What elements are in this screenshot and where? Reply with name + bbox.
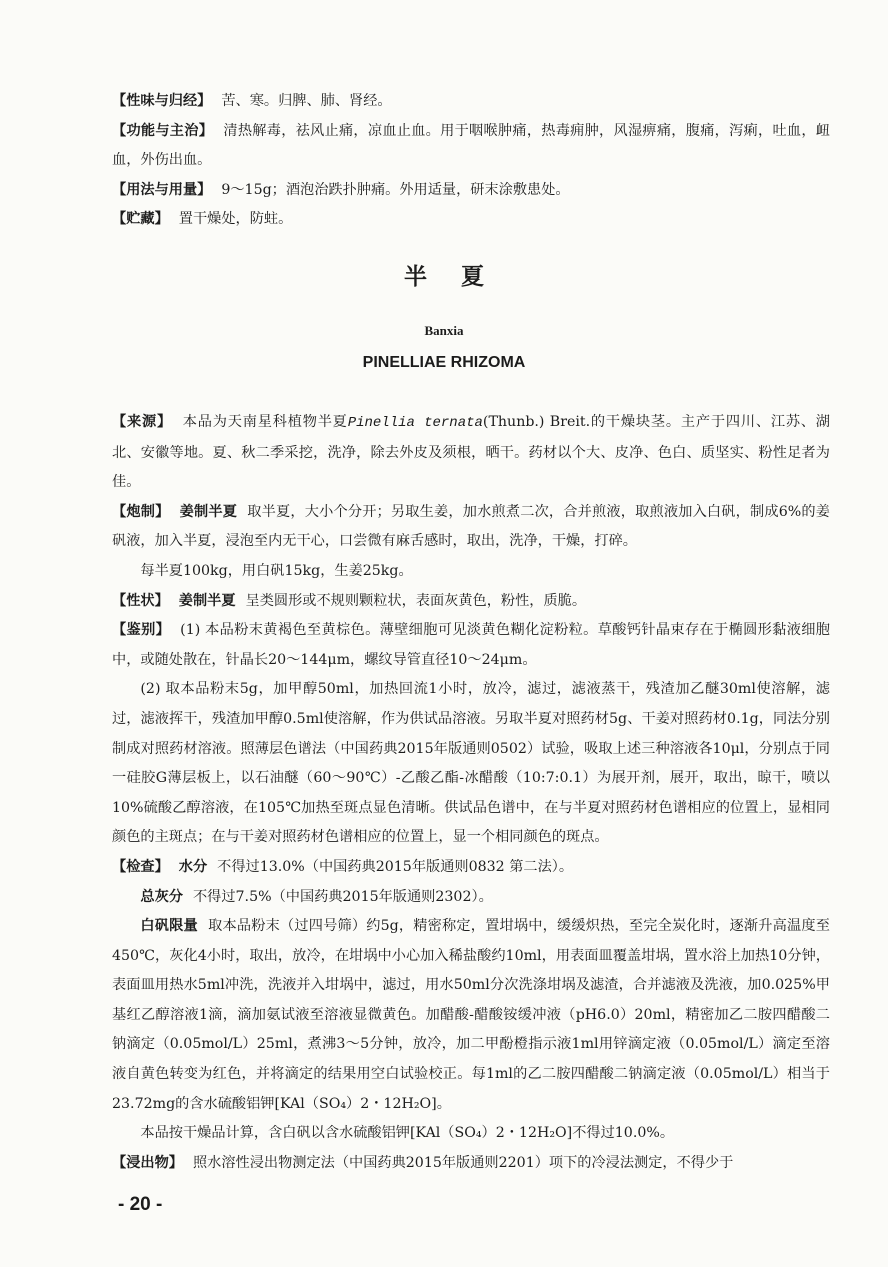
alum-limit-para bbox=[112, 912, 830, 1119]
identification-para-1 bbox=[112, 616, 830, 675]
characters-para bbox=[112, 587, 830, 617]
identification-para-2: (2) 取本品粉末5g，加甲醇50ml，加热回流1小时，放冷，滤过，滤液蒸干，残渣加乙醚30ml使溶解，滤过，滤液挥干，残渣加甲醇0.5ml使溶解，作为供试品溶液。另取半夏对照药材5g、干姜对照药材0.1g，同法分别制成对照药材溶液。照薄层色谱法（中国药典2015年版通则0502）试验，吸取上述三种溶液各10μl，分别点于同一硅胶G薄层板上，以石油醚（60～90℃）-乙酸乙酯-冰醋酸（10:7:0.1）为展开剂，展开，取出，晾干，喷以10%硫酸乙醇溶液，在105℃加热至斑点显色清晰。供试品色谱中，在与半夏对照药材色谱相应的位置上，显相同颜色的主斑点；在与干姜对照药材色谱相应的位置上，显一个相同颜色的斑点。 bbox=[112, 681, 830, 846]
source-para bbox=[112, 408, 830, 498]
storage-text: 置干燥处，防蛀。 bbox=[178, 211, 293, 228]
source-latin-name: Pinellia ternata bbox=[347, 415, 483, 431]
function-text: 清热解毒，祛风止痛，凉血止血。用于咽喉肿痛，热毒痈肿，风湿痹痛，腹痛，泻痢，吐血，衄血，外伤出血。 bbox=[112, 122, 830, 169]
function-para bbox=[112, 117, 830, 176]
page-number: - 20 - bbox=[118, 1194, 163, 1215]
moisture-label: 水分 bbox=[178, 858, 208, 875]
usage-label: 【用法与用量】 bbox=[112, 181, 212, 198]
extractives-text: 照水溶性浸出物测定法（中国药典2015年版通则2201）项下的冷浸法测定，不得少于 bbox=[192, 1154, 734, 1171]
processing-ratio-para: 每半夏100kg，用白矾15kg，生姜25kg。 bbox=[140, 562, 413, 579]
processing-text: 取半夏，大小个分开；另取生姜，加水煎煮二次，合并煎液，取煎液加入白矾，制成6%的姜矾液，加入半夏，浸泡至内无干心，口尝微有麻舌感时，取出，洗净，干燥，打碎。 bbox=[112, 503, 830, 550]
processing-subtitle: 姜制半夏 bbox=[179, 503, 238, 520]
monograph-title-pinyin: Banxia bbox=[424, 323, 464, 338]
nature-flavor-text: 苦、寒。归脾、肺、肾经。 bbox=[221, 93, 392, 109]
monograph-title-chinese: 半夏 bbox=[404, 264, 518, 290]
identification-label: 【鉴别】 bbox=[112, 622, 171, 639]
characters-text: 呈类圆形或不规则颗粒状，表面灰黄色，粉性，质脆。 bbox=[245, 592, 587, 609]
nature-flavor-para bbox=[112, 87, 830, 117]
storage-label: 【贮藏】 bbox=[112, 211, 169, 228]
monograph-body bbox=[112, 408, 830, 1178]
characters-label: 【性状】 bbox=[112, 592, 169, 609]
alum-limit-text: 取本品粉末（过四号筛）约5g，精密称定，置坩埚中，缓缓炽热，至完全炭化时，逐渐升高温度至450℃，灰化4小时，取出，放冷，在坩埚中小心加入稀盐酸约10ml，用表面皿覆盖坩埚，置水浴上加热10分钟，表面皿用热水5ml冲洗，洗液并入坩埚中，滤过，用水50ml分次洗涤坩埚及滤渣，合并滤液及洗液，加0.025%甲基红乙醇溶液1滴，滴加氨试液至溶液显微黄色。加醋酸-醋酸铵缓冲液（pH6.0）20ml，精密加乙二胺四醋酸二钠滴定（0.05mol/L）25ml，煮沸3～5分钟，放冷，加二甲酚橙指示液1ml用锌滴定液（0.05mol/L）滴定至溶液自黄色转变为红色，并将滴定的结果用空白试验校正。每1ml的乙二胺四醋酸二钠滴定液（0.05mol/L）相当于23.72mg的含水硫酸铝钾[KAl（SO₄）2・12H₂O]。 bbox=[112, 918, 830, 1112]
alum-limit-label: 白矾限量 bbox=[140, 918, 198, 935]
total-ash-para bbox=[112, 883, 830, 913]
source-label: 【来源】 bbox=[112, 414, 172, 430]
function-label: 【功能与主治】 bbox=[112, 122, 214, 139]
moisture-text: 不得过13.0%（中国药典2015年版通则0832 第二法）。 bbox=[217, 858, 574, 875]
source-text-b: (Thunb.) Breit.的干燥块茎。主产于四川、江苏、湖北、安徽等地。夏、秋二季采挖，洗净，除去外皮及须根，晒干。药材以个大、皮净、色白、质坚实、粉性足者为佳。 bbox=[112, 414, 830, 491]
usage-para bbox=[112, 176, 830, 206]
processing-para bbox=[112, 498, 830, 557]
total-ash-text: 不得过7.5%（中国药典2015年版通则2302）。 bbox=[192, 888, 493, 905]
processing-label: 【炮制】 bbox=[112, 503, 170, 520]
characters-subtitle: 姜制半夏 bbox=[178, 592, 236, 609]
check-para bbox=[112, 853, 830, 883]
total-ash-label: 总灰分 bbox=[140, 888, 183, 905]
usage-text: 9～15g；酒泡治跌扑肿痛。外用适量，研末涂敷患处。 bbox=[221, 181, 570, 198]
alum-limit-result-para: 本品按干燥品计算，含白矾以含水硫酸铝钾[KAl（SO₄）2・12H₂O]不得过10.0%。 bbox=[140, 1125, 675, 1142]
storage-para bbox=[112, 205, 830, 235]
top-section bbox=[112, 87, 830, 235]
identification-text-1: (1) 本品粉末黄褐色至黄棕色。薄壁细胞可见淡黄色糊化淀粉粒。草酸钙针晶束存在于椭圆形黏液细胞中，或随处散在，针晶长20～144μm，螺纹导管直径10～24μm。 bbox=[112, 622, 830, 668]
monograph-title-latin: PINELLIAE RHIZOMA bbox=[362, 354, 526, 371]
extractives-label: 【浸出物】 bbox=[112, 1154, 183, 1171]
source-text-a: 本品为天南星科植物半夏 bbox=[181, 414, 348, 430]
extractives-para bbox=[112, 1149, 830, 1179]
check-label: 【检查】 bbox=[112, 858, 169, 875]
nature-flavor-label: 【性味与归经】 bbox=[112, 93, 212, 109]
